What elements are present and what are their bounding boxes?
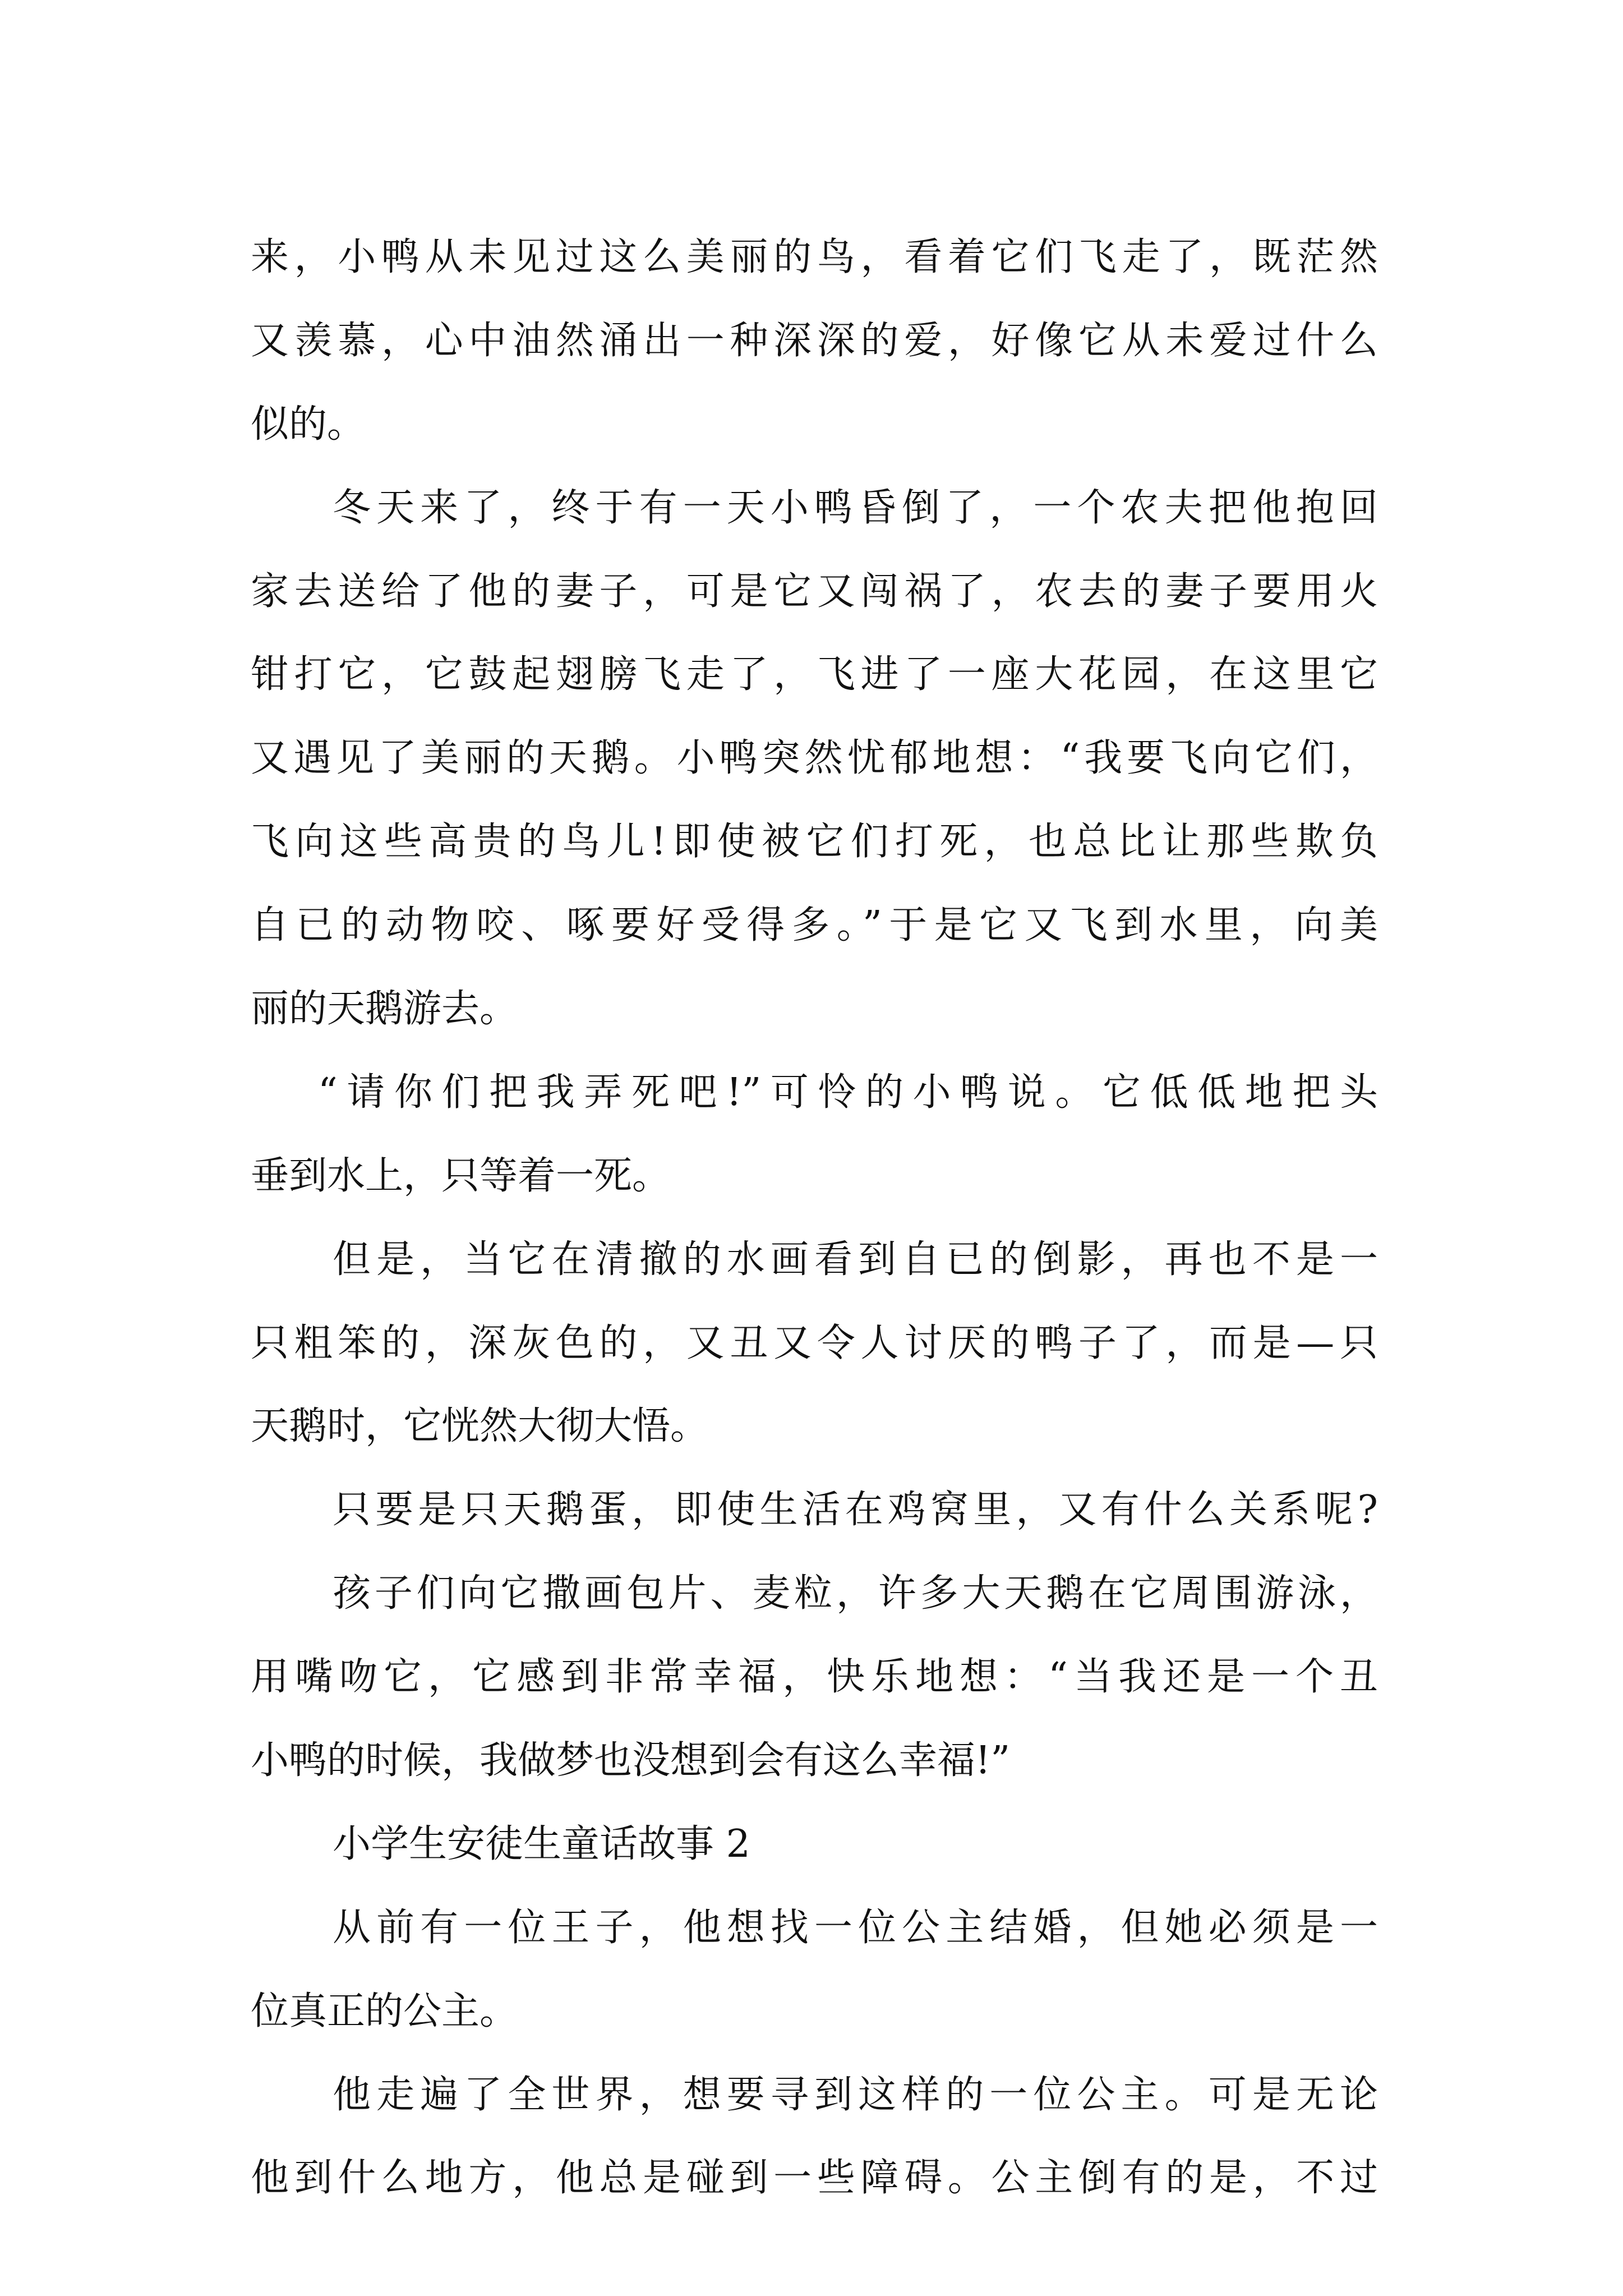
paragraph-start-line: 但是，当它在清撤的水画看到自已的倒影，再也不是一 bbox=[333, 1237, 1378, 1282]
text-line: 又遇见了美丽的天鹅。小鸭突然忧郁地想：“我要飞向它们， bbox=[251, 736, 1378, 781]
paragraph-start-line: 他走遍了全世界，想要寻到这样的一位公主。可是无论 bbox=[333, 2072, 1378, 2117]
text-line: 自已的动物咬、啄要好受得多。”于是它又飞到水里，向美 bbox=[251, 903, 1378, 948]
paragraph-start-line: 从前有一位王子，他想找一位公主结婚，但她必须是一 bbox=[333, 1905, 1378, 1950]
text-line: 又羡慕，心中油然涌出一种深深的爱，好像它从未爱过什么 bbox=[251, 318, 1378, 363]
text-line: 小鸭的时候，我做梦也没想到会有这么幸福!” bbox=[251, 1738, 1011, 1783]
text-line: 丽的天鹅游去。 bbox=[251, 987, 518, 1032]
story-text bbox=[251, 216, 1378, 2220]
paragraph-start-line: 只要是只天鹅蛋，即使生活在鸡窝里，又有什么关系呢? bbox=[333, 1488, 1378, 1533]
text-line: 来，小鸭从未见过这么美丽的鸟，看着它们飞走了，既茫然 bbox=[251, 235, 1378, 279]
paragraph-start-line: “请你们把我弄死吧!”可怜的小鸭说。它低低地把头 bbox=[318, 1070, 1378, 1115]
text-line: 垂到水上，只等着一死。 bbox=[251, 1153, 671, 1198]
section-heading: 小学生安徒生童话故事 2 bbox=[333, 1821, 750, 1866]
text-line: 钳打它，它鼓起翅膀飞走了，飞进了一座大花园，在这里它 bbox=[251, 652, 1378, 697]
text-line: 位真正的公主。 bbox=[251, 1989, 518, 2033]
text-line: 似的。 bbox=[251, 402, 366, 447]
text-line: 飞向这些高贵的鸟儿!即使被它们打死，也总比让那些欺负 bbox=[251, 820, 1378, 864]
text-line: 用嘴吻它，它感到非常幸福，快乐地想：“当我还是一个丑 bbox=[251, 1655, 1378, 1700]
text-line: 他到什么地方，他总是碰到一些障碍。公主倒有的是，不过 bbox=[251, 2156, 1378, 2201]
text-line: 天鹅时，它恍然大彻大悟。 bbox=[251, 1404, 709, 1449]
text-line: 只粗笨的，深灰色的，又丑又令人讨厌的鸭子了，而是—只 bbox=[251, 1320, 1378, 1365]
paragraph-start-line: 孩子们向它撒画包片、麦粒，许多大天鹅在它周围游泳， bbox=[333, 1571, 1378, 1616]
paragraph-start-line: 冬天来了，终于有一天小鸭昏倒了，一个农夫把他抱回 bbox=[333, 485, 1378, 530]
text-line: 家去送给了他的妻子，可是它又闯祸了，农去的妻子要用火 bbox=[251, 569, 1378, 614]
